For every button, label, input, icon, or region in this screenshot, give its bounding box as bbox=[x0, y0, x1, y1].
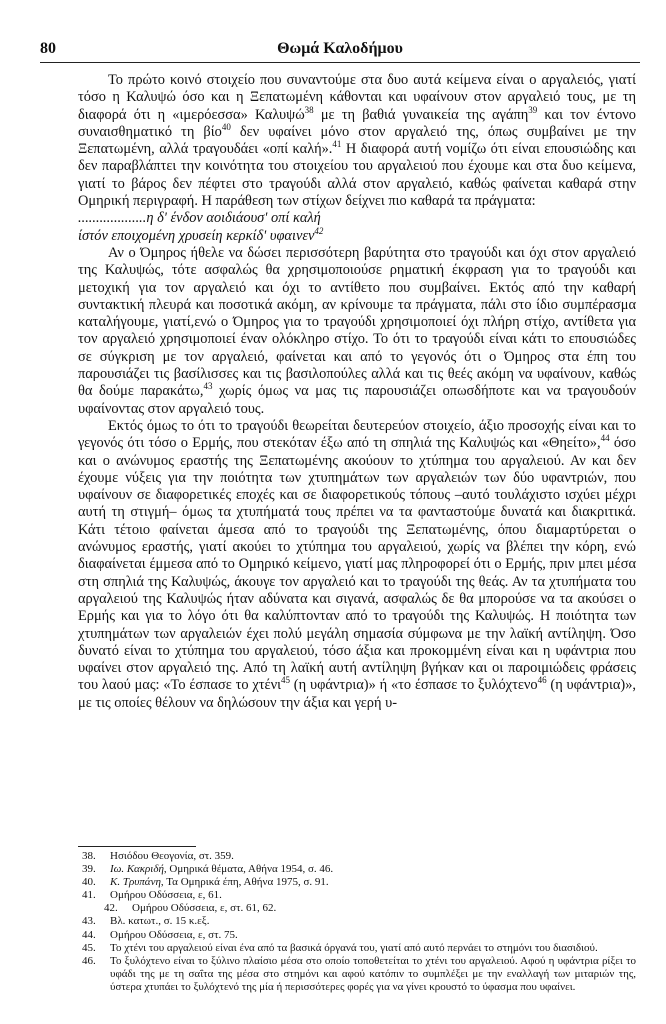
footnote-number: 46. bbox=[82, 954, 96, 967]
main-text bbox=[78, 72, 636, 712]
footnote-number: 45. bbox=[82, 941, 96, 954]
footnote-text: Ησιόδου Θεογονία, στ. 359. bbox=[110, 850, 234, 862]
footnote bbox=[82, 850, 636, 863]
footnote-author: Κ. Τρυπάνη bbox=[110, 876, 161, 889]
footnote-number: 40. bbox=[82, 876, 96, 889]
footnote bbox=[82, 876, 636, 889]
footnote bbox=[82, 902, 636, 915]
footnote-number: 38. bbox=[82, 850, 96, 862]
footnote bbox=[82, 915, 636, 928]
body-paragraph: Εκτός όμως το ότι το τραγούδι θεωρείται δευτερεύον στοιχείο, άξιο προσοχής είναι και το γεγονός ότι τόσο ο Ερμής, που στεκόταν έξω από τη σπηλιά της Καλυψώς και «Θηείτο»,$^{44}$ όσο και ο ανώνυμος εραστής της Ξεπατωμένης ακούουν το χτύπημα του αργαλειού. Αν και δεν έχουμε νύξεις για την ποιότητα των χτυπημάτων των αργαλειών των δύο υφαντριών, που υφαίνουν σε διαφορετικές εποχές και σε διαφορετικούς τόπους –αυτό τουλάχιστο ισχύει μέχρι αυτή τη στιγμή– όμως τα χτυπήματά τους πρέπει να τα φανταστούμε δυνατά και διακριτικά. Κάτι τέτοιο φαίνεται άμεσα από το τραγούδι της Ξεπατωμένης, όπου διαμαρτύρεται ο ανώνυμος εραστής, γιατί ακούει το χτύπημα του αργαλειού, χωρίς να βλέπει την κόρη, ενώ διαφαίνεται έμμεσα από το Ομηρικό κείμενο, γιατί μας πληροφορεί ότι ο Ερμής, πριν μπει μέσα στη σπηλιά της Καλυψώς, άκουγε τον αργαλειό και το τραγούδι της θεάς. Αν τα χτυπήματα του αργαλειού της Καλυψώς ήταν αδύνατα και σιγανά, ασφαλώς δε θα μπορούσε να τα ακούσει ο Ερμής και για το λόγο ότι θα καλύπτονταν από το τραγούδι της Καλυψώς. Η ποιότητα των χτυπημάτων των αργαλειών έχει πολύ μεγάλη σημασία σύμφωνα με την λαϊκή αντίληψη. Όσο δυνατό είναι το χτύπημα του αργαλειού, τόσο άξια και προκομμένη είναι και η υφάντρια που υφαίνει στον αργαλειό της. Από τη λαϊκή αυτή αντίληψη βγήκαν και οι παροιμιώδεις φράσεις του λαού μας: «Το έσπασε το χτένι$^{45}$ (η υφάντρια)» ή «το έσπασε το ξυλόχτενο$^{46}$ (η υφάντρια)», με τις οποίες θέλουν να δηλώσουν την άξια και γερή υ- bbox=[78, 417, 637, 711]
footnotes bbox=[82, 850, 636, 994]
footnote-number: 41. bbox=[82, 889, 96, 902]
footnote-number: 39. bbox=[82, 863, 96, 876]
header-rule bbox=[40, 62, 640, 63]
verse-line: ...................η δ' ένδον αοιδιάουσ' οπί καλή bbox=[78, 210, 321, 227]
footnote-rule bbox=[78, 846, 196, 847]
footnote-marker: 43 bbox=[203, 381, 213, 392]
footnote bbox=[82, 942, 636, 955]
footnote-number: 42. bbox=[104, 902, 118, 915]
footnote-text: Ιω. Κακριδή, Ομηρικά θέματα, Αθήνα 1954, σ. 46. bbox=[110, 863, 334, 876]
footnote bbox=[82, 955, 636, 994]
footnote-marker: 41 bbox=[332, 139, 342, 150]
footnote bbox=[82, 889, 636, 902]
page-header bbox=[40, 40, 640, 62]
footnote-number: 44. bbox=[82, 928, 96, 941]
verse-line: ίστόν εποιχομένη χρυσείη κερκίδ' υφαινεν$^{42}$ bbox=[78, 225, 324, 244]
footnote-text: Κ. Τρυπάνη, Τα Ομηρικά έπη, Αθήνα 1975, σ. 91. bbox=[110, 876, 329, 889]
footnote-text: Βλ. κατωτ., σ. 15 κ.εξ. bbox=[110, 915, 210, 928]
footnote-marker: 44 bbox=[600, 433, 610, 444]
footnote-text: Το ξυλόχτενο είναι το ξύλινο πλαίσιο μέσα στο οποίο τοποθετείται το χτένι του αργαλειού. Αφού η υφάντρια ρίξει το υφάδι της με τη σαΐτα της μέσα στο στημόνι και αφού κατόπιν το συμπλέξει με την εναλλαγή των μιταριών της, ύστερα χτυπάει το ξυλόχτενό της μία ή περισσότερες φορές για να γίνει κρουστό το ύφασμα που υφαίνει. bbox=[110, 954, 636, 993]
footnote-marker: 40 bbox=[221, 122, 231, 133]
body-paragraph: Το πρώτο κοινό στοιχείο που συναντούμε στα δυο αυτά κείμενα είναι ο αργαλειός, γιατί τόσο η Καλυψώ όσο και η Ξεπατωμένη κάθονται και υφαίνουν στον αργαλειό τους, με τη διαφορά ότι η «ιμερόεσσα» Καλυψώ$^{38}$ με τη βαθιά γυναικεία της αγάπη$^{39}$ και τον έντονο συναισθηματικό τη βίο$^{40}$ δεν υφαίνει μόνο στον αργαλειό της, όπως συμβαίνει με την Ξεπατωμένη, αλλά τραγουδάει «οπί καλή».$^{41}$ Η διαφορά αυτή νομίζω ότι είναι επουσιώδης και δεν παραβλάπτει την κοινότητα του στοιχείου του αργαλειού που έχουμε και στα δυο κείμενα, γιατί το βάρος δεν πέφτει στο τραγούδι αλλά στον αργαλειό, καθώς φαίνεται καθαρά στην Ομηρική περιγραφή. Η παράθεση των στίχων δείχνει πιο καθαρά τα πράγματα: bbox=[78, 72, 637, 210]
footnote-number: 43. bbox=[82, 915, 96, 928]
footnote-text: Ομήρου Οδύσσεια, ε, στ. 75. bbox=[110, 928, 238, 941]
footnote-marker: 39 bbox=[528, 104, 538, 115]
footnote bbox=[82, 929, 636, 942]
footnote-marker: 46 bbox=[537, 675, 547, 686]
footnote-marker: 38 bbox=[304, 104, 314, 115]
footnote-text: Το χτένι του αργαλειού είναι ένα από τα βασικά όργανά του, γιατί από αυτό περνάει το στημόνι του διασιδιού. bbox=[110, 941, 598, 954]
footnote-marker: 42 bbox=[314, 225, 324, 236]
running-title: Θωμά Καλοδήμου bbox=[277, 40, 403, 57]
footnote-text: Ομήρου Οδύσσεια, ε, 61. bbox=[110, 889, 222, 902]
footnote-author: Ιω. Κακριδή bbox=[110, 863, 164, 876]
footnote-marker: 45 bbox=[280, 675, 290, 686]
footnote bbox=[82, 863, 636, 876]
footnote-text: Ομήρου Οδύσσεια, ε, στ. 61, 62. bbox=[132, 902, 277, 915]
page-number: 80 bbox=[40, 40, 56, 57]
body-paragraph: Αν ο Όμηρος ήθελε να δώσει περισσότερη βαρύτητα στο τραγούδι και όχι στον αργαλειό της Καλυψώς, τότε ασφαλώς θα χρησιμοποιούσε ρηματική έκφραση για το τραγούδι και μετοχική για τον αργαλειό και όχι το αντίθετο που συμβαίνει. Εκτός από την καθαρή συντακτική πλευρά και ποσοτικά ακόμη, αν κρίνουμε τα πράγματα, πάλι στο ίδιο συμπέρασμα καταλήγουμε, γιατί,ενώ ο Όμηρος για το τραγούδι χρησιμοποιεί όχι πλήρη στίχο, αντίθετα για τον αργαλειό χρησιμοποιεί έναν ολόκληρο στίχο. Το ότι το τραγούδι είναι κάτι το επουσιώδες σε σύγκριση με τον αργαλειό, φαίνεται και από το γεγονός ότι ο Όμηρος στα έπη του παρουσιάζει τις βασίλισσες και τις βασιλοπούλες αλλά και τις θεές ακόμη να υφαίνουν, καθώς θα δούμε παρακάτω,$^{43}$ χωρίς όμως να μας τις παρουσιάζει οπωσδήποτε και να τραγουδούν υφαίνοντας στον αργαλειό τους. bbox=[78, 244, 637, 417]
